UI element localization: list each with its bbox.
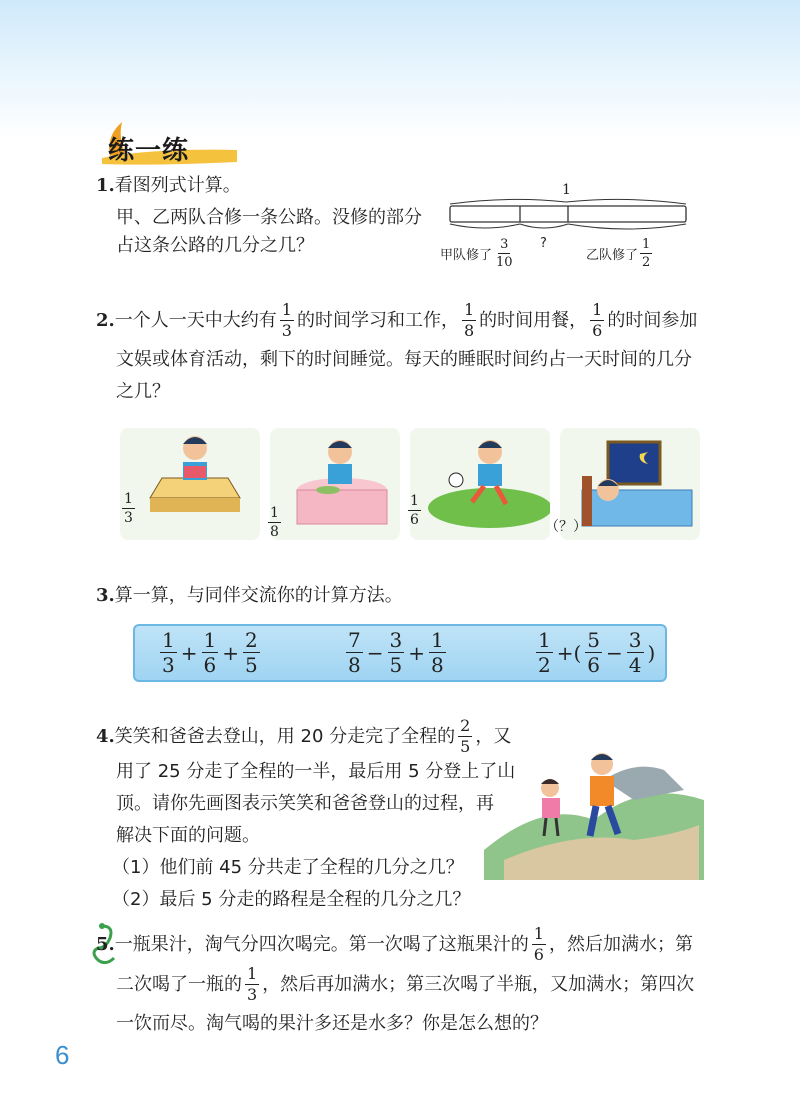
expression-3: $\frac{1}{2}$ +( $\frac{5}{6}$ − $\frac{3}{4}$ ) — [538, 628, 656, 677]
page-number: 6 — [55, 1040, 70, 1070]
expression-2: $\frac{7}{8}$ − $\frac{3}{5}$ + $\frac{1}{8}$ — [348, 628, 444, 677]
q4-line3: 顶。请你先画图表示笑笑和爸爸登山的过程，再 — [116, 793, 494, 814]
pic1-fraction: $\frac{1}{3}$ — [124, 491, 133, 526]
picture-studying — [120, 428, 260, 540]
q4-sub1: （1）他们前 45 分共走了全程的几分之几？ — [112, 857, 464, 878]
q2-line3: 之几？ — [116, 381, 170, 402]
q2-frac2: $\frac{1}{8}$ — [463, 300, 475, 340]
q4-line2: 用了 25 分走了全程的一半，最后用 5 分登上了山 — [116, 761, 516, 782]
e1-b: $\frac{1}{6}$ — [203, 628, 217, 677]
expression-1: $\frac{1}{3}$ + $\frac{1}{6}$ + $\frac{2}{5}$ — [162, 628, 258, 677]
jia-label: 甲队修了 — [440, 248, 493, 263]
playing-illustration — [410, 428, 550, 540]
jia-label-group — [440, 238, 515, 269]
e3-b: $\frac{5}{6}$ — [587, 628, 601, 677]
hiking-illustration — [484, 740, 704, 880]
e2-c: $\frac{1}{8}$ — [431, 628, 444, 677]
q2-frac1: $\frac{1}{3}$ — [281, 300, 292, 340]
yi-label-group — [586, 238, 652, 269]
unknown-mark: ? — [540, 236, 547, 251]
segment-diagram — [440, 196, 690, 236]
q5-line1: 5. 一瓶果汁，淘气分四次喝完。第一次喝了这瓶果汁的 $\frac{1}{6}$ ，然后加满水；第 — [96, 924, 693, 964]
e2-b: $\frac{3}{5}$ — [389, 628, 403, 677]
q5-frac2: $\frac{1}{3}$ — [247, 964, 258, 1004]
yi-fraction: $\frac{1}{2}$ — [642, 237, 651, 270]
ball-icon — [449, 473, 463, 487]
section-title: 练一练 — [108, 136, 190, 166]
q2-line2: 文娱或体育活动，剩下的时间睡觉。每天的睡眠时间约占一天时间的几分 — [116, 349, 692, 370]
e1-c: $\frac{2}{5}$ — [245, 628, 258, 677]
q2-frac3: $\frac{1}{6}$ — [592, 300, 603, 340]
jia-fraction: $\frac{3}{10}$ — [496, 237, 513, 270]
q1-line2: 占这条公路的几分之几？ — [116, 235, 314, 256]
q4-line1: 4. 笑笑和爸爸去登山，用 20 分走完了全程的 $\frac{2}{5}$ ，又 — [96, 716, 512, 756]
eating-illustration — [270, 428, 400, 540]
e3-c: $\frac{3}{4}$ — [628, 628, 642, 677]
q4-sub2: （2）最后 5 分走的路程是全程的几分之几？ — [112, 889, 471, 910]
picture-playing — [410, 428, 550, 540]
q5-line2: 二次喝了一瓶的 $\frac{1}{3}$ ，然后再加满水；第三次喝了半瓶，又加满水；第四次 — [116, 964, 695, 1004]
pic4-label: （？） — [545, 519, 587, 535]
studying-illustration — [120, 428, 260, 540]
e3-a: $\frac{1}{2}$ — [538, 628, 551, 677]
q5-line3: 一饮而尽。淘气喝的果汁多还是水多？你是怎么想的？ — [116, 1013, 548, 1034]
q4-line4: 解决下面的问题。 — [116, 825, 260, 846]
q3-text: 3.算一算，与同伴交流你的计算方法。 — [96, 585, 403, 606]
diagram-total-label: 1 — [562, 182, 571, 198]
q2-line1: 2. 一个人一天中大约有 $\frac{1}{3}$ 的时间学习和工作， $\frac{1}{8}$ 的时间用餐， $\frac{1}{6}$ 的时间参加 — [96, 300, 698, 340]
yi-label: 乙队修了 — [586, 248, 639, 263]
q1-heading: 1.看图列式计算。 — [96, 175, 241, 196]
q1-line1: 甲、乙两队合修一条公路。没修的部分 — [116, 207, 422, 228]
q4-frac1: $\frac{2}{5}$ — [460, 716, 471, 756]
pic2-fraction: $\frac{1}{8}$ — [270, 505, 279, 540]
pic3-fraction: $\frac{1}{6}$ — [410, 493, 419, 528]
q5-frac1: $\frac{1}{6}$ — [533, 924, 544, 964]
e2-a: $\frac{7}{8}$ — [348, 628, 361, 677]
picture-eating — [270, 428, 400, 540]
e1-a: $\frac{1}{3}$ — [162, 628, 175, 677]
